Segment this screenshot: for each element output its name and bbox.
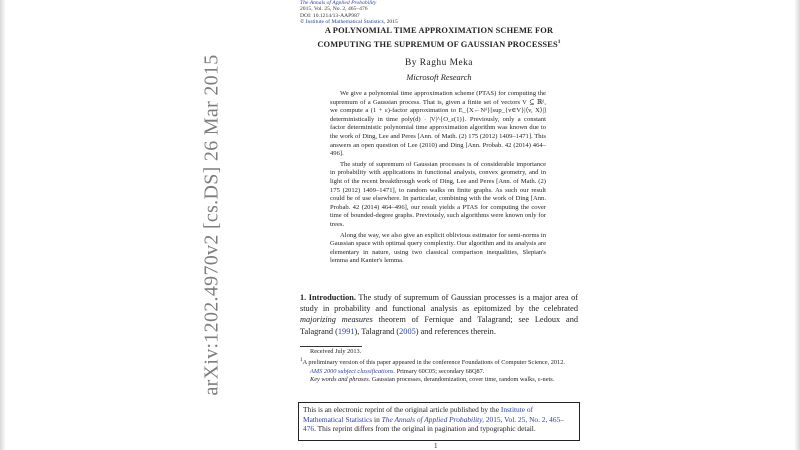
abstract-paragraph-1: We give a polynomial time approximation scheme (PTAS) for computing the supremum of a Gaussian process. That is, given a finite set of vectors V ⊆ ℝᵈ, we compute a (1 + ε)-factor approximation to E_{X←Nᵈ}[sup_{v∈V}|⟨v, X⟩|] deterministically in time poly(d) · |V|^{O_ε(1)}. Previously, only a constant factor deterministic polynomial time approximation algorithm was known due to the work of Ding, Lee and Peres [Ann. of Math. (2) 175 (2012) 1409–1471]. This answers an open question of Lee (2010) and Ding [Ann. Probab. 42 (2014) 464–496]. [330, 90, 546, 158]
journal-header [300, 0, 398, 26]
paper-title [300, 26, 578, 50]
intro-text: theorem of Fernique and Talagrand; see Ledoux and Talagrand ( [300, 315, 578, 336]
introduction-section [300, 292, 578, 337]
keywords [310, 376, 578, 384]
introduction-heading: 1. Introduction. [300, 293, 356, 302]
title-line-1: A POLYNOMIAL TIME APPROXIMATION SCHEME FOR [324, 26, 554, 35]
author-name: By Raghu Meka [405, 58, 473, 68]
abstract [330, 90, 546, 268]
title-line-2: COMPUTING THE SUPREMUM OF GAUSSIAN PROCESSES [317, 39, 558, 49]
reprint-notice [298, 402, 580, 441]
copyright-line [300, 19, 398, 25]
keywords-text: Gaussian processes, derandomization, cover time, random walks, ε-nets. [371, 375, 555, 383]
received-date: Received July 2013. [310, 348, 362, 355]
footnote-mark: 1 [300, 357, 303, 364]
ams-classification [310, 368, 578, 376]
copyright-symbol: © [300, 19, 305, 26]
journal-volume: 2015, Vol. 25, No. 2, 465–476 [300, 6, 368, 13]
arxiv-stamp: arXiv:1202.4970v2 [cs.DS] 26 Mar 2015 [200, 54, 223, 396]
copyright-org-link[interactable]: Institute of Mathematical Statistics [305, 19, 384, 26]
page-number: 1 [434, 442, 438, 450]
footnote-1-text: A preliminary version of this paper appeared in the conference Foundations of Computer Science, 2012. [302, 359, 565, 367]
reprint-text: . This reprint differs from the original in pagination and typographic detail. [314, 424, 536, 433]
abstract-paragraph-3: Along the way, we also give an explicit oblivious estimator for semi-norms in Gaussian space with optimal query complexity. Our algorithm and its analysis are elementary in nature, using two classical comparison inequalities, Slepian's lemma and Kanter's lemma. [330, 231, 546, 265]
intro-text: The study of supremum of Gaussian processes is a major area of study in probability and functional analysis as epitomized by the celebrated [300, 293, 578, 314]
intro-emphasis: majorizing measures [300, 315, 373, 325]
reprint-org-link[interactable]: Institute of Mathematical Statistics [303, 405, 534, 424]
footnote-divider [300, 346, 362, 347]
author-affiliation: Microsoft Research [406, 73, 472, 82]
intro-text: ), Talagrand ( [354, 326, 400, 336]
footnote-1 [300, 356, 578, 367]
reprint-volume-link[interactable]: 2015, Vol. 25, No. 2, 465–476 [303, 414, 564, 433]
reprint-text: This is an electronic reprint of the original article published by the [303, 405, 499, 414]
page-shadow-left [0, 0, 6, 450]
journal-doi: DOI: 10.1214/13-AAP987 [300, 12, 360, 19]
copyright-year: , 2015 [383, 19, 398, 26]
keywords-label: Key words and phrases. [310, 375, 371, 383]
ams-classification-text: Primary 60C05; secondary 68Q87. [396, 367, 485, 375]
footnotes [300, 348, 578, 384]
abstract-paragraph-2: The study of supremum of Gaussian processes is of considerable importance in probability with applications in functional analysis, convex geometry, and in light of the recent breakthrough work of Ding, Lee and Peres [Ann. of Math. (2) 175 (2012) 1409–1471], to random walks on finite graphs. As such our result could be of use elsewhere. In particular, combining with the work of Ding [Ann. Probab. 42 (2014) 464–496], our result yields a PTAS for computing the cover time of bounded-degree graphs. Previously, such algorithms were known only for trees. [330, 160, 546, 228]
intro-text: ) and references therein. [415, 326, 496, 336]
citation-link-1991[interactable]: 1991 [337, 326, 355, 336]
journal-name[interactable]: The Annals of Applied Probability [300, 0, 377, 6]
reprint-journal-link[interactable]: The Annals of Applied Probability, [381, 414, 484, 424]
page-shadow-right [794, 0, 800, 450]
reprint-text: in [374, 414, 380, 424]
title-footnote-mark: 1 [557, 38, 561, 45]
citation-link-2005[interactable]: 2005 [399, 326, 416, 336]
ams-classification-link[interactable]: AMS 2000 subject classifications. [310, 367, 395, 375]
